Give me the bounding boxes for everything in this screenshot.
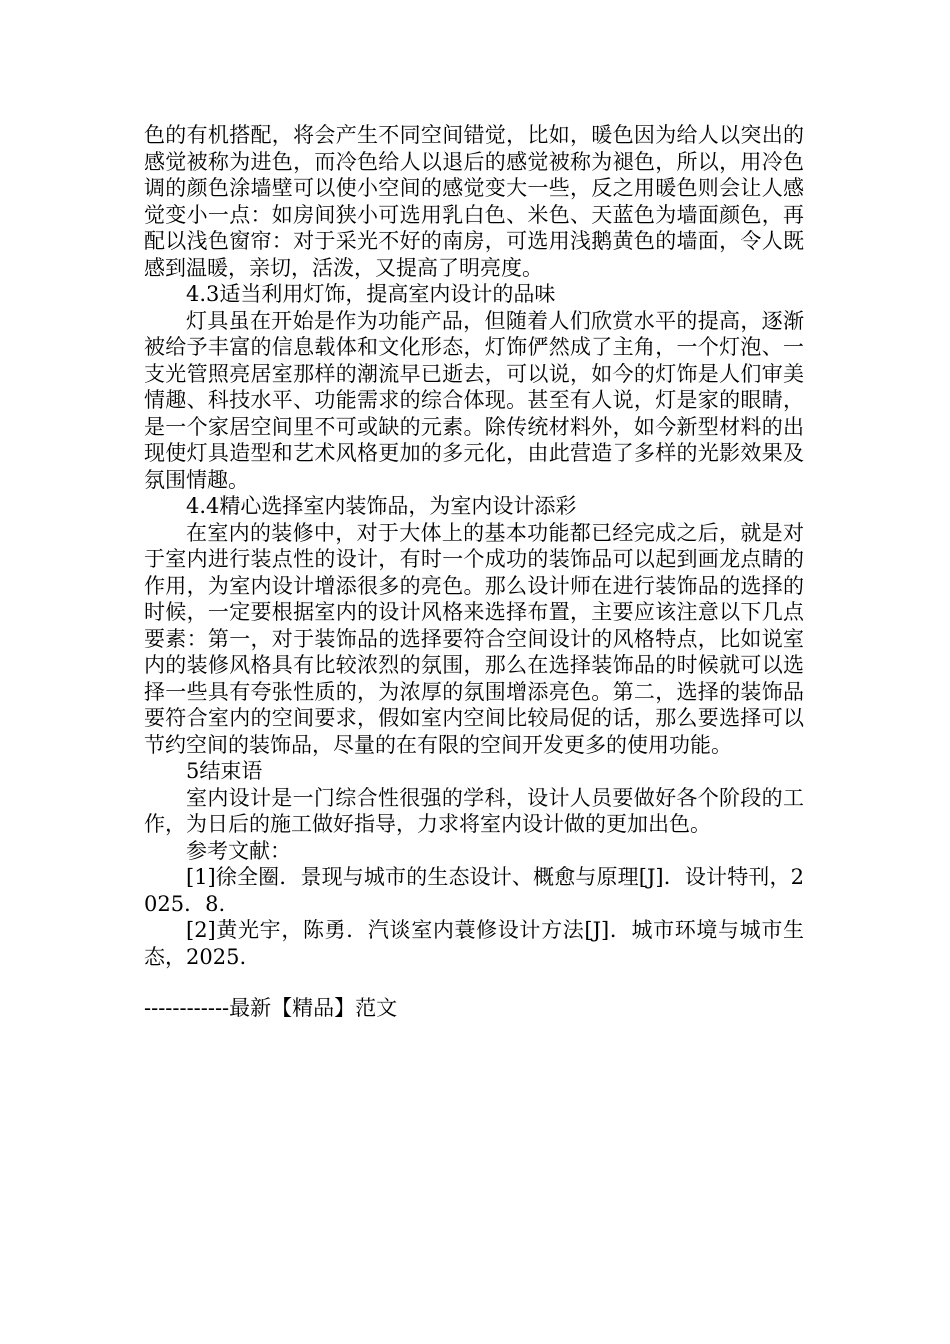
paragraph-color-effects: 色的有机搭配，将会产生不同空间错觉，比如，暖色因为给人以突出的感觉被称为进色，而冷色给人以退后的感觉被称为褪色，所以，用冷色调的颜色涂墙壁可以使小空间的感觉变大一些，反之用暖色则会让人感觉变小一点：如房间狭小可选用乳白色、米色、天蓝色为墙面颜色，再配以浅色窗帘：对于采光不好的南房，可选用浅鹅黄色的墙面，令人既感到温暖，亲切，活泼，又提高了明亮度。 xyxy=(144,123,804,280)
paragraph-conclusion: 室内设计是一门综合性很强的学科，设计人员要做好各个阶段的工作，为日后的施工做好指导，力求将室内设计做的更加出色。 xyxy=(144,785,804,836)
section-heading-5: 5结束语 xyxy=(186,759,263,783)
paragraph-decorations: 在室内的装修中，对于大体上的基本功能都已经完成之后，就是对于室内进行装点性的设计，有时一个成功的装饰品可以起到画龙点睛的作用，为室内设计增添很多的亮色。那么设计师在进行装饰品的选择的时候，一定要根据室内的设计风格来选择布置，主要应该注意以下几点要素：第一，对于装饰品的选择要符合空间设计的风格特点，比如说室内的装修风格具有比较浓烈的氛围，那么在选择装饰品的时候就可以选择一些具有夸张性质的，为浓厚的氛围增添亮色。第二，选择的装饰品要符合室内的空间要求，假如室内空间比较局促的话，那么要选择可以节约空间的装饰品，尽量的在有限的空间开发更多的使用功能。 xyxy=(144,520,804,757)
page-footer: ------------最新【精品】范文 xyxy=(144,996,398,1020)
reference-item-1: [1]徐全圈．景现与城市的生态设计、概愈与原理[J]．设计特刊，2025．8. xyxy=(144,865,804,916)
reference-item-2: [2]黄光宇，陈勇．汽谈室内蓑修设计方法[J]．城市环境与城市生态，2025. xyxy=(144,918,804,969)
document-page xyxy=(144,122,804,970)
section-heading-4-4: 4.4精心选择室内装饰品，为室内设计添彩 xyxy=(186,494,577,518)
references-heading: 参考文献： xyxy=(186,838,291,863)
section-heading-4-3: 4.3适当利用灯饰，提高室内设计的品味 xyxy=(186,282,556,306)
paragraph-lighting: 灯具虽在开始是作为功能产品，但随着人们欣赏水平的提高，逐渐被给予丰富的信息载体和文化形态，灯饰俨然成了主角，一个灯泡、一支光管照亮居室那样的潮流早已逝去，可以说，如今的灯饰是人们审美情趣、科技水平、功能需求的综合体现。甚至有人说，灯是家的眼睛，是一个家居空间里不可或缺的元素。除传统材料外，如今新型材料的出现使灯具造型和艺术风格更加的多元化，由此营造了多样的光影效果及氛围情趣。 xyxy=(144,308,804,492)
